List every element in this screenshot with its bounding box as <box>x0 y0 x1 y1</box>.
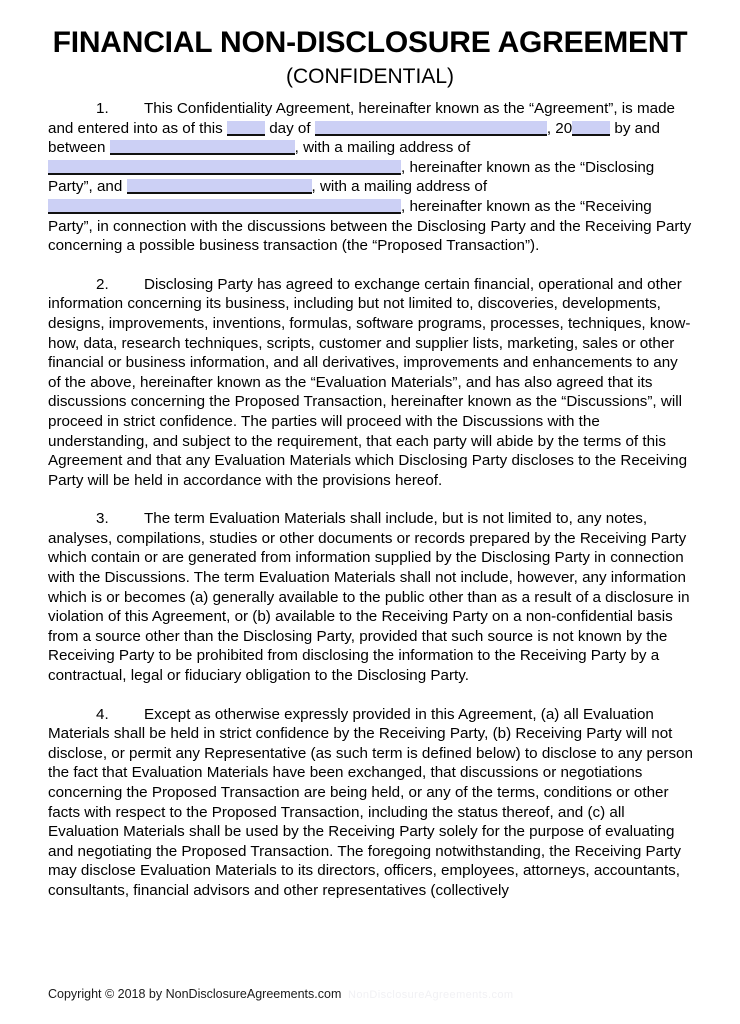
paragraph-2 <box>48 275 693 491</box>
paragraph-text: day of <box>265 119 315 137</box>
paragraph-text: This Confidentiality Agreement, hereinafter known as the “Agreement”, is made and entered into as of this <box>48 100 675 137</box>
paragraph-text: by and between <box>48 119 660 157</box>
paragraph-text: , hereinafter known as the “Receiving Party”, in connection with the discussions between the Disclosing Party and the Receiving Party concerning a possible business transaction (the “Proposed Transaction”). <box>48 197 692 255</box>
receiving-party-name-field[interactable] <box>127 179 312 194</box>
disclosing-party-address-field[interactable] <box>48 160 401 175</box>
page-subtitle: (CONFIDENTIAL) <box>286 64 454 88</box>
document-body <box>48 99 693 901</box>
paragraph-text: Disclosing Party has agreed to exchange certain financial, operational and other information concerning its business, including but not limited to, discoveries, developments, designs, improvements, inventions, formulas, software programs, processes, techniques, know-how, data, research techniques, scripts, customer and supplier lists, marketing, sales or other financial or business information, and all derivatives, improvements and enhancements to any of the above, hereinafter known as the “Evaluation Materials”, and has also agreed that its discussions concerning the Proposed Transaction, hereinafter known as the “Discussions”, will proceed in strict confidence. The parties will proceed with the Discussions with the understanding, and subject to the requirement, that each party will abide by the terms of this Agreement and that any Evaluation Materials which Disclosing Party discloses to the Receiving Party will be held in accordance with the provisions hereof. <box>48 275 691 489</box>
paragraph-number: 2. <box>96 275 109 293</box>
paragraph-1 <box>48 99 693 256</box>
document-footer <box>48 986 693 1002</box>
paragraph-text: Except as otherwise expressly provided in this Agreement, (a) all Evaluation Materials shall be held in strict confidence by the Receiving Party, (b) Receiving Party will not disclose, or permit any Representative (as such term is defined below) to disclose to any person the fact that Evaluation Materials have been exchanged, that discussions or negotiations concerning the Proposed Transaction are being held, or any of the terms, conditions or other facts with respect to the Proposed Transaction, including the status thereof, and (c) all Evaluation Materials shall be used by the Receiving Party solely for the purpose of evaluating and negotiating the Proposed Transaction. The foregoing notwithstanding, the Receiving Party may disclose Evaluation Materials to its directors, officers, employees, attorneys, accountants, consultants, financial advisors and other representatives (collectively <box>48 705 693 899</box>
paragraph-number: 4. <box>96 705 109 723</box>
copyright-text: Copyright © 2018 by NonDisclosureAgreements.com <box>48 987 342 1001</box>
paragraph-text: , 20 <box>546 119 573 137</box>
disclosing-party-name-field[interactable] <box>110 140 295 155</box>
title-block <box>0 0 740 89</box>
paragraph-text: The term Evaluation Materials shall include, but is not limited to, any notes, analyses, compilations, studies or other documents or records prepared by the Receiving Party which contain or are generated from information supplied by the Disclosing Party in connection with the Discussions. The term Evaluation Materials shall not include, however, any information which is or becomes (a) generally available to the public other than as a result of a disclosure in violation of this Agreement, or (b) available to the Receiving Party on a non-confidential basis from a source other than the Disclosing Party, provided that such source is not known by the Receiving Party to be prohibited from disclosing the information to the Receiving Party by a contractual, legal or fiduciary obligation to the Disclosing Party. <box>48 510 690 685</box>
paragraph-text: , hereinafter known as the “Disclosing Party”, and <box>48 158 655 196</box>
paragraph-4 <box>48 705 693 901</box>
year-field[interactable] <box>572 121 610 136</box>
paragraph-text: , with a mailing address of <box>311 178 488 196</box>
day-field[interactable] <box>227 121 265 136</box>
receiving-party-address-field[interactable] <box>48 199 401 214</box>
footer-watermark: NonDisclosureAgreements.com <box>348 989 514 1001</box>
paragraph-number: 3. <box>96 510 109 528</box>
paragraph-number: 1. <box>96 100 109 117</box>
paragraph-text: , with a mailing address of <box>294 139 471 157</box>
paragraph-3 <box>48 509 693 685</box>
page-title: FINANCIAL NON-DISCLOSURE AGREEMENT <box>52 26 688 59</box>
month-field[interactable] <box>315 121 547 136</box>
